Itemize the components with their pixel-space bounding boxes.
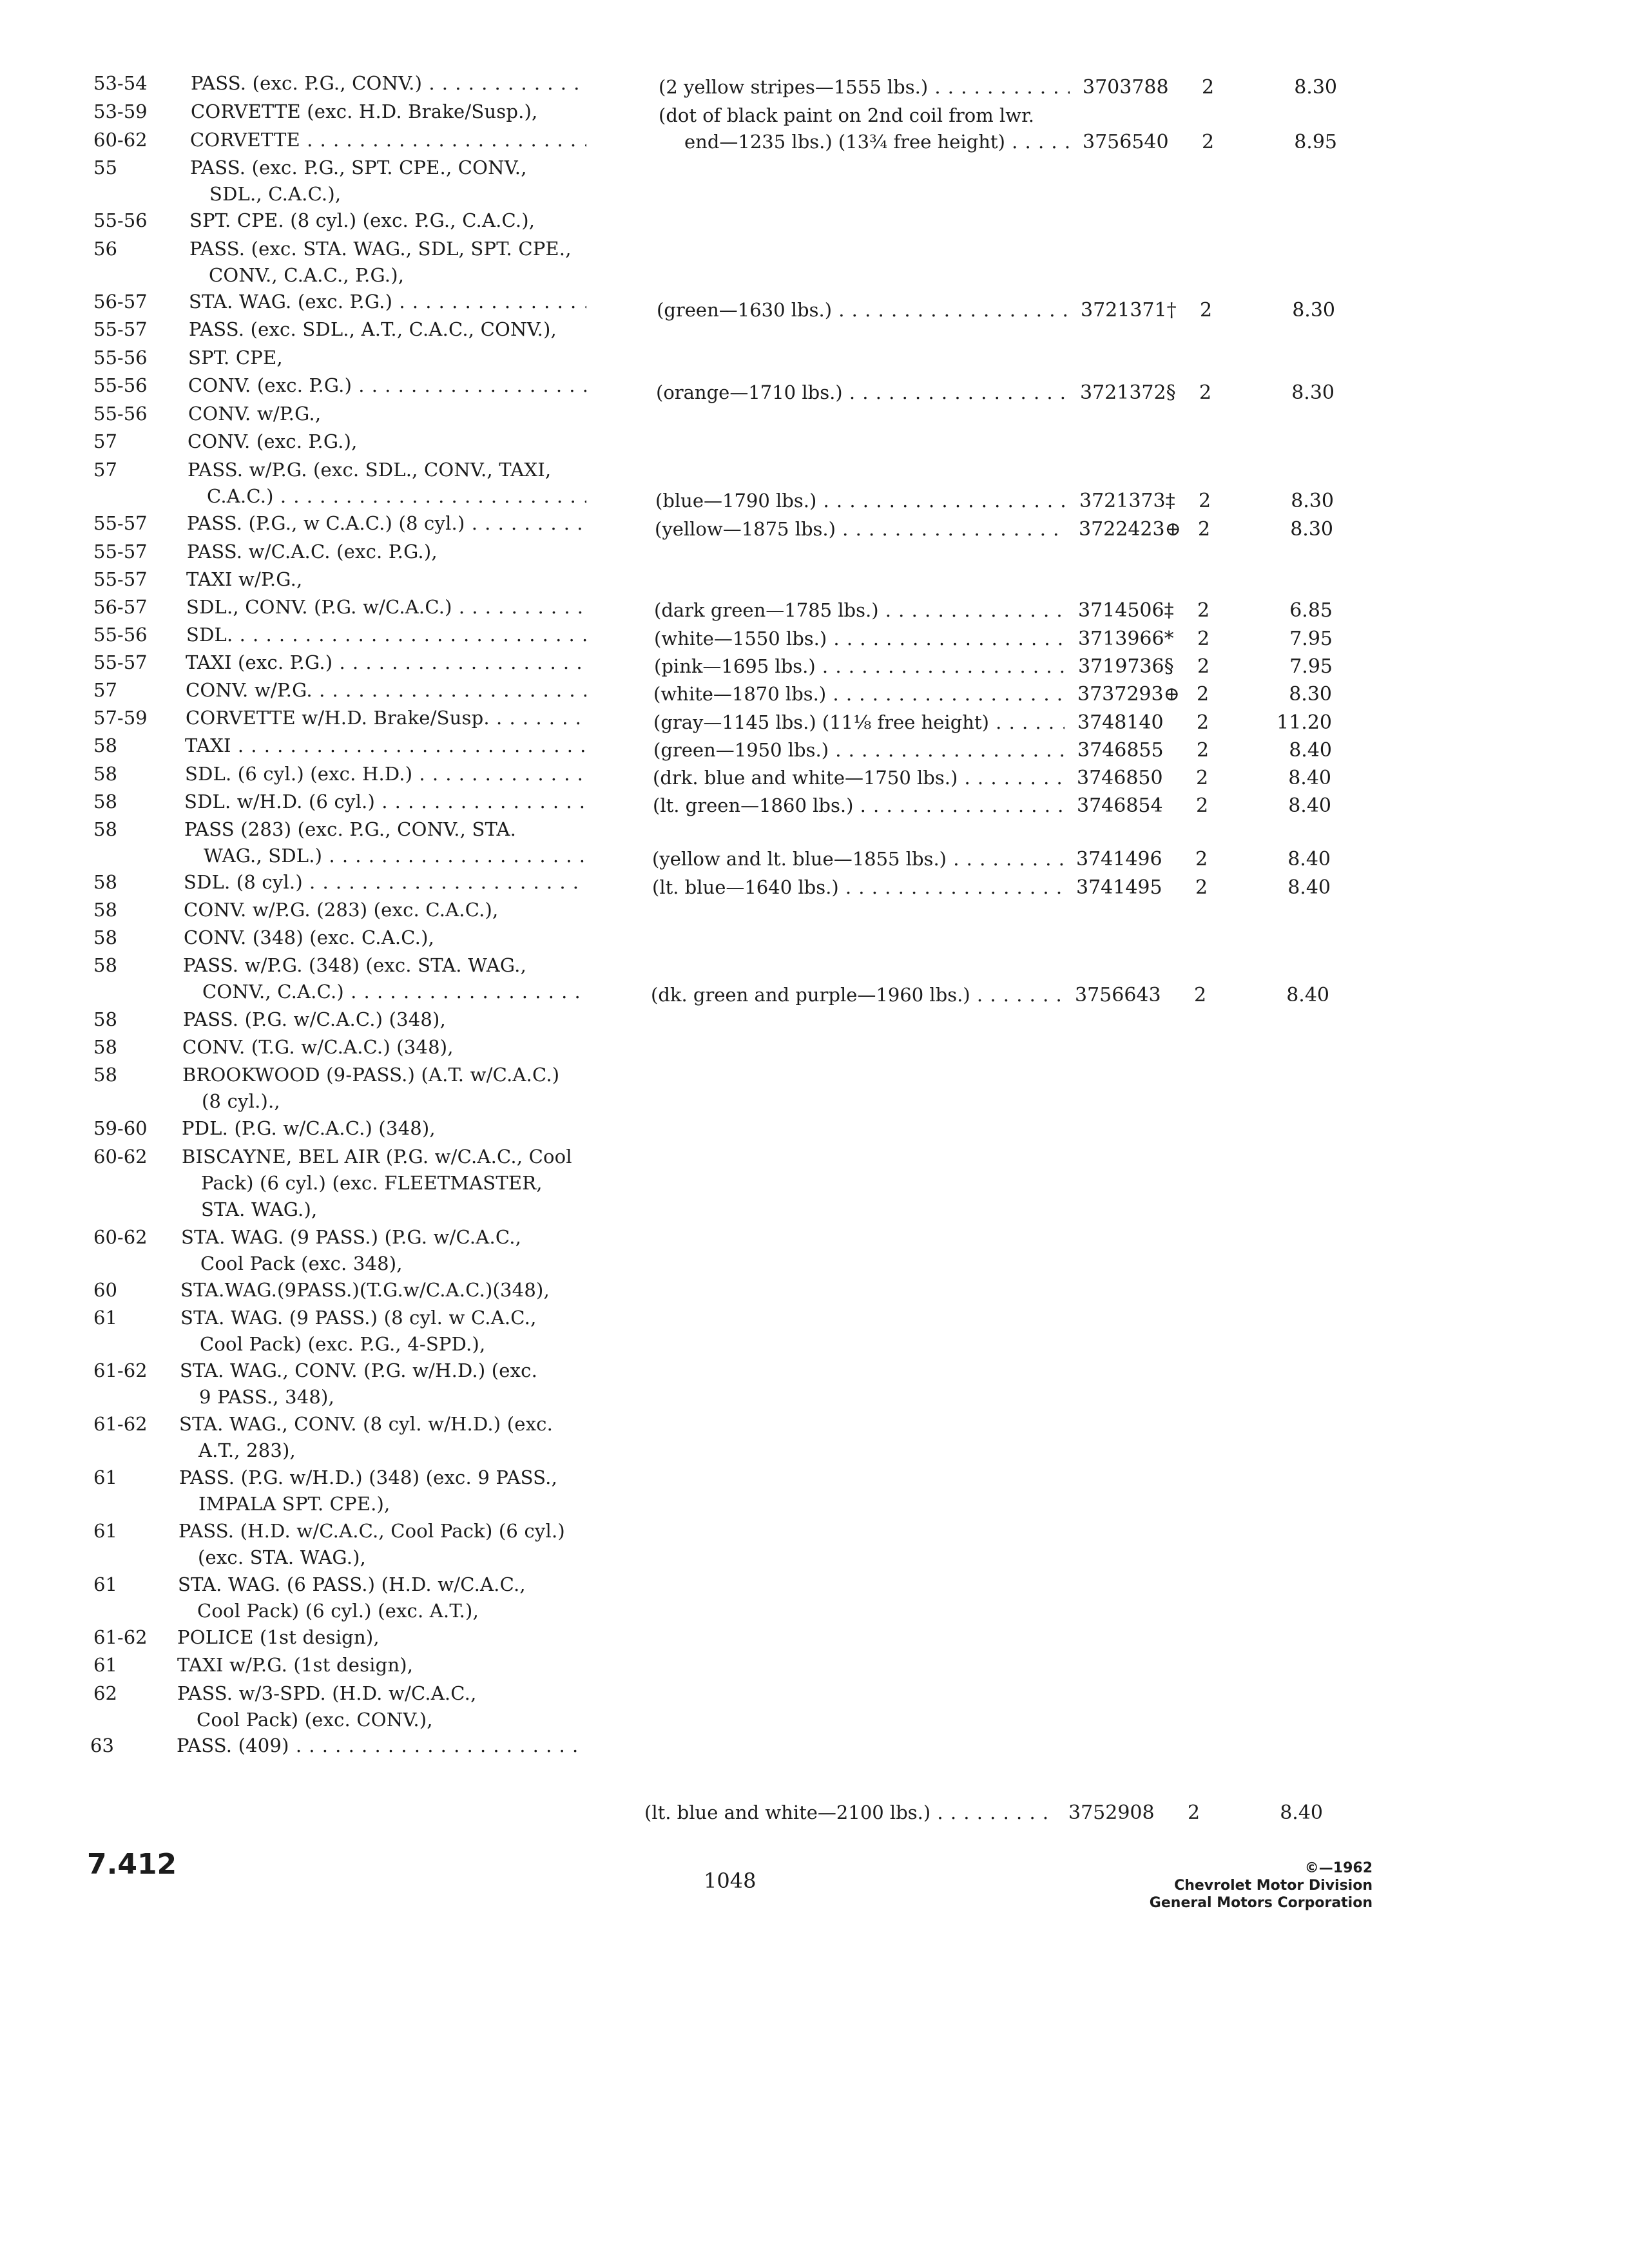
price: 11.20 <box>1277 711 1332 734</box>
leader-dots <box>189 291 586 312</box>
leader-dots <box>191 72 586 94</box>
leader-dots <box>185 763 586 785</box>
vehicle-application: STA. WAG. (6 PASS.) (H.D. w/C.A.C., <box>178 1573 526 1595</box>
model-year: 57 <box>93 459 117 481</box>
model-year: 53-54 <box>93 72 148 94</box>
price: 8.40 <box>1287 848 1331 870</box>
model-year: 61 <box>93 1307 117 1329</box>
vehicle-application-text: CORVETTE <box>190 129 300 151</box>
leader-dots <box>659 76 1070 98</box>
vehicle-application-text: TAXI <box>185 735 231 756</box>
model-year: 62 <box>93 1682 117 1704</box>
spring-description-text: (yellow—1875 lbs.) <box>655 518 836 540</box>
quantity: 2 <box>1196 794 1209 817</box>
vehicle-application: SPT. CPE, <box>188 347 283 369</box>
vehicle-application-text: CORVETTE w/H.D. Brake/Susp. <box>186 707 490 729</box>
spring-description-text: (white—1550 lbs.) <box>654 628 827 649</box>
vehicle-application: SPT. CPE. (8 cyl.) (exc. P.G., C.A.C.), <box>189 209 535 231</box>
part-number: 3714506‡ <box>1078 599 1174 622</box>
price: 8.95 <box>1294 131 1337 153</box>
vehicle-application: PASS (283) (exc. P.G., CONV., STA. <box>184 818 517 840</box>
model-year: 55-56 <box>93 209 148 231</box>
leader-dots <box>651 984 1062 1006</box>
leader-dots <box>186 596 586 618</box>
part-number: 3741496 <box>1076 848 1162 870</box>
model-year: 55-56 <box>93 347 148 369</box>
vehicle-application-text: SDL., CONV. (P.G. w/C.A.C.) <box>186 596 452 618</box>
leader-dots <box>186 651 586 673</box>
spring-description-text: (blue—1790 lbs.) <box>655 490 817 512</box>
copyright-year: ©—1962 <box>1304 1860 1373 1876</box>
price: 8.40 <box>1287 876 1331 899</box>
model-year: 56 <box>93 238 117 260</box>
vehicle-application-text: SDL. <box>186 624 233 646</box>
vehicle-application: POLICE (1st design), <box>177 1626 380 1648</box>
model-year: 57 <box>93 430 117 452</box>
vehicle-application-text: PASS. (409) <box>177 1735 289 1756</box>
vehicle-application: Pack) (6 cyl.) (exc. FLEETMASTER, <box>201 1172 543 1194</box>
leader-dots <box>186 624 586 646</box>
quantity: 2 <box>1194 984 1207 1006</box>
leader-dots <box>188 374 586 396</box>
vehicle-application-text: CONV. w/P.G. <box>186 679 313 701</box>
vehicle-application: CONV. w/P.G. (283) (exc. C.A.C.), <box>184 899 499 921</box>
part-number: 3748140 <box>1077 711 1164 734</box>
vehicle-application: 9 PASS., 348), <box>199 1386 334 1408</box>
vehicle-application: PASS. (exc. P.G., SPT. CPE., CONV., <box>190 157 527 178</box>
quantity: 2 <box>1200 299 1213 322</box>
quantity: 2 <box>1197 739 1210 762</box>
vehicle-application: PASS. w/P.G. (348) (exc. STA. WAG., <box>183 954 527 976</box>
vehicle-application: TAXI w/P.G. (1st design), <box>177 1654 414 1676</box>
spring-description-text: (pink—1695 lbs.) <box>654 655 816 677</box>
model-year: 63 <box>90 1735 114 1756</box>
vehicle-application: PASS. (P.G. w/C.A.C.) (348), <box>183 1008 446 1030</box>
quantity: 2 <box>1197 599 1210 622</box>
leader-dots <box>654 599 1065 621</box>
page-identifier: 7.412 <box>87 1848 177 1881</box>
leader-dots <box>655 490 1066 512</box>
model-year: 56-57 <box>93 291 148 312</box>
leader-dots <box>184 871 586 893</box>
vehicle-application: BROOKWOOD (9-PASS.) (A.T. w/C.A.C.) <box>182 1064 560 1086</box>
vehicle-application: PASS. w/3-SPD. (H.D. w/C.A.C., <box>177 1682 477 1704</box>
model-year: 55 <box>93 157 117 178</box>
quantity: 2 <box>1202 131 1215 153</box>
price: 7.95 <box>1289 628 1333 650</box>
spring-description-text: (2 yellow stripes—1555 lbs.) <box>659 76 929 98</box>
leader-dots <box>653 767 1064 789</box>
leader-dots <box>184 791 586 812</box>
vehicle-application: Cool Pack) (exc. CONV.), <box>197 1709 433 1731</box>
model-year: 58 <box>93 763 117 785</box>
vehicle-application: PASS. (H.D. w/C.A.C., Cool Pack) (6 cyl.) <box>178 1520 565 1542</box>
vehicle-application: PASS. (exc. SDL., A.T., C.A.C., CONV.), <box>189 318 557 340</box>
quantity: 2 <box>1197 628 1210 650</box>
leader-dots <box>177 1735 586 1756</box>
model-year: 56-57 <box>93 596 148 618</box>
vehicle-application: CONV. (exc. P.G.), <box>188 430 358 452</box>
leader-dots <box>644 1802 1055 1823</box>
vehicle-application: PASS. (exc. STA. WAG., SDL, SPT. CPE., <box>189 238 572 260</box>
model-year: 55-57 <box>93 512 148 534</box>
part-number: 3713966* <box>1078 628 1174 650</box>
vehicle-application: (8 cyl.)., <box>202 1090 280 1112</box>
vehicle-application: TAXI w/P.G., <box>186 568 303 590</box>
model-year: 55-56 <box>93 403 148 425</box>
vehicle-application: STA. WAG.), <box>201 1198 318 1220</box>
model-year: 61-62 <box>93 1413 148 1435</box>
quantity: 2 <box>1188 1802 1200 1824</box>
vehicle-application-text: CONV., C.A.C.) <box>202 981 344 1003</box>
model-year: 61 <box>93 1520 117 1542</box>
part-number: 3746855 <box>1077 739 1164 762</box>
page-number: 1048 <box>704 1869 757 1893</box>
price: 6.85 <box>1289 599 1333 622</box>
copyright-corporation: General Motors Corporation <box>1149 1895 1373 1911</box>
leader-dots <box>207 485 586 507</box>
quantity: 2 <box>1199 381 1212 404</box>
quantity: 2 <box>1202 76 1215 99</box>
quantity: 2 <box>1195 876 1208 899</box>
vehicle-application: STA. WAG. (9 PASS.) (P.G. w/C.A.C., <box>181 1226 522 1248</box>
leader-dots <box>186 707 586 729</box>
leader-dots <box>653 683 1065 705</box>
leader-dots <box>652 876 1063 898</box>
leader-dots <box>190 129 586 151</box>
vehicle-application: STA. WAG., CONV. (P.G. w/H.D.) (exc. <box>180 1360 538 1381</box>
price: 8.30 <box>1291 490 1334 512</box>
model-year: 60 <box>93 1279 117 1301</box>
vehicle-application: CONV. (T.G. w/C.A.C.) (348), <box>182 1036 454 1058</box>
spring-description-text: end—1235 lbs.) (13¾ free height) <box>684 131 1005 153</box>
leader-dots <box>657 299 1068 321</box>
model-year: 58 <box>93 954 117 976</box>
part-number: 3721371† <box>1081 299 1177 322</box>
model-year: 58 <box>93 818 117 840</box>
quantity: 2 <box>1196 767 1209 789</box>
price: 8.30 <box>1290 518 1333 541</box>
model-year: 61-62 <box>93 1360 148 1381</box>
vehicle-application-text: SDL. w/H.D. (6 cyl.) <box>184 791 375 812</box>
vehicle-application: SDL., C.A.C.), <box>209 183 342 205</box>
price: 8.30 <box>1291 381 1335 404</box>
part-number: 3721372§ <box>1080 381 1176 404</box>
vehicle-application-text: SDL. (6 cyl.) (exc. H.D.) <box>185 763 413 785</box>
spring-description: (dot of black paint on 2nd coil from lwr. <box>659 104 1034 126</box>
part-number: 3752908 <box>1068 1802 1155 1824</box>
model-year: 57-59 <box>93 707 148 729</box>
model-year: 55-57 <box>93 651 148 673</box>
vehicle-application: A.T., 283), <box>198 1439 296 1461</box>
part-number: 3746854 <box>1077 794 1163 817</box>
vehicle-application: BISCAYNE, BEL AIR (P.G. w/C.A.C., Cool <box>182 1146 572 1168</box>
spring-description-text: (lt. blue and white—2100 lbs.) <box>644 1802 931 1823</box>
model-year: 59-60 <box>93 1117 148 1139</box>
model-year: 58 <box>93 1008 117 1030</box>
vehicle-application: PASS. (P.G. w/H.D.) (348) (exc. 9 PASS., <box>179 1466 558 1488</box>
part-number: 3719736§ <box>1078 655 1174 678</box>
vehicle-application: CORVETTE (exc. H.D. Brake/Susp.), <box>191 101 538 122</box>
leader-dots <box>655 518 1066 540</box>
vehicle-application: STA.WAG.(9PASS.)(T.G.w/C.A.C.)(348), <box>180 1279 550 1301</box>
leader-dots <box>187 512 586 534</box>
leader-dots <box>684 131 1070 153</box>
price: 8.40 <box>1280 1802 1323 1824</box>
vehicle-application: PASS. w/C.A.C. (exc. P.G.), <box>187 541 438 562</box>
model-year: 58 <box>93 735 117 756</box>
model-year: 58 <box>93 1036 117 1058</box>
model-year: 55-57 <box>93 568 148 590</box>
spring-description-text: (gray—1145 lbs.) (11⅛ free height) <box>653 711 989 733</box>
model-year: 60-62 <box>93 129 148 151</box>
vehicle-application-text: CONV. (exc. P.G.) <box>188 374 352 396</box>
price: 8.40 <box>1289 739 1332 762</box>
part-number: 3756540 <box>1083 131 1169 153</box>
vehicle-application: STA. WAG. (9 PASS.) (8 cyl. w C.A.C., <box>180 1307 537 1329</box>
vehicle-application-text: STA. WAG. (exc. P.G.) <box>189 291 393 312</box>
leader-dots <box>204 845 586 867</box>
quantity: 2 <box>1195 848 1208 870</box>
spring-description-text: (green—1630 lbs.) <box>657 299 833 321</box>
model-year: 60-62 <box>93 1226 148 1248</box>
vehicle-application: CONV., C.A.C., P.G.), <box>209 264 405 286</box>
part-number: 3741495 <box>1076 876 1162 899</box>
spring-description-text: (yellow and lt. blue—1855 lbs.) <box>652 848 947 870</box>
quantity: 2 <box>1197 655 1210 678</box>
model-year: 55-56 <box>93 624 148 646</box>
vehicle-application: PASS. w/P.G. (exc. SDL., CONV., TAXI, <box>188 459 552 481</box>
vehicle-application: PDL. (P.G. w/C.A.C.) (348), <box>182 1117 436 1139</box>
vehicle-application: (exc. STA. WAG.), <box>198 1546 367 1568</box>
part-number: 3756643 <box>1075 984 1161 1006</box>
price: 8.40 <box>1288 767 1331 789</box>
price: 8.30 <box>1292 299 1335 322</box>
spring-description-text: (orange—1710 lbs.) <box>656 381 843 403</box>
spring-description-text: (drk. blue and white—1750 lbs.) <box>653 767 958 789</box>
leader-dots <box>202 981 586 1003</box>
price: 7.95 <box>1289 655 1333 678</box>
leader-dots <box>656 381 1067 403</box>
part-number: 3746850 <box>1077 767 1163 789</box>
vehicle-application: CONV. (348) (exc. C.A.C.), <box>184 927 434 948</box>
model-year: 61 <box>93 1654 117 1676</box>
model-year: 61-62 <box>93 1626 148 1648</box>
copyright-division: Chevrolet Motor Division <box>1174 1878 1373 1894</box>
quantity: 2 <box>1198 518 1211 541</box>
vehicle-application-text: WAG., SDL.) <box>204 845 323 867</box>
price: 8.40 <box>1286 984 1329 1006</box>
part-number: 3722423⊕ <box>1079 518 1181 541</box>
vehicle-application: STA. WAG., CONV. (8 cyl. w/H.D.) (exc. <box>179 1413 554 1435</box>
model-year: 61 <box>93 1466 117 1488</box>
leader-dots <box>653 739 1065 761</box>
part-number: 3737293⊕ <box>1077 683 1180 706</box>
leader-dots <box>652 848 1063 870</box>
model-year: 55-57 <box>93 318 148 340</box>
model-year: 53-59 <box>93 101 148 122</box>
model-year: 57 <box>93 679 117 701</box>
model-year: 58 <box>93 791 117 812</box>
vehicle-application-text: SDL. (8 cyl.) <box>184 871 303 893</box>
spring-description-text: (white—1870 lbs.) <box>653 683 827 705</box>
leader-dots <box>186 679 586 701</box>
price: 8.30 <box>1289 683 1332 706</box>
vehicle-application-text: PASS. (P.G., w C.A.C.) (8 cyl.) <box>187 512 465 534</box>
model-year: 61 <box>93 1573 117 1595</box>
model-year: 58 <box>93 927 117 948</box>
vehicle-application-text: TAXI (exc. P.G.) <box>186 651 333 673</box>
model-year: 58 <box>93 1064 117 1086</box>
vehicle-application: CONV. w/P.G., <box>188 403 322 425</box>
spring-description-text: (lt. blue—1640 lbs.) <box>652 876 839 898</box>
vehicle-application: IMPALA SPT. CPE.), <box>198 1493 390 1515</box>
quantity: 2 <box>1197 683 1210 706</box>
model-year: 58 <box>93 871 117 893</box>
model-year: 55-56 <box>93 374 148 396</box>
spring-description-text: (dark green—1785 lbs.) <box>654 599 879 621</box>
spring-description-text: (lt. green—1860 lbs.) <box>653 794 854 816</box>
leader-dots <box>654 628 1065 649</box>
spring-description-text: (dk. green and purple—1960 lbs.) <box>651 984 970 1006</box>
quantity: 2 <box>1199 490 1211 512</box>
model-year: 55-57 <box>93 541 148 562</box>
model-year: 60-62 <box>93 1146 148 1168</box>
part-number: 3703788 <box>1083 76 1169 99</box>
vehicle-application-text: C.A.C.) <box>207 485 274 507</box>
model-year: 58 <box>93 899 117 921</box>
leader-dots <box>653 794 1064 816</box>
vehicle-application: Cool Pack (exc. 348), <box>200 1253 403 1274</box>
part-number: 3721373‡ <box>1079 490 1175 512</box>
leader-dots <box>185 735 586 756</box>
quantity: 2 <box>1197 711 1210 734</box>
leader-dots <box>654 655 1065 677</box>
copyright-notice <box>1063 1860 1373 1912</box>
price: 8.30 <box>1294 76 1337 99</box>
spring-description-text: (green—1950 lbs.) <box>653 739 829 761</box>
price: 8.40 <box>1288 794 1331 817</box>
vehicle-application-text: PASS. (exc. P.G., CONV.) <box>191 72 423 94</box>
vehicle-application: Cool Pack) (6 cyl.) (exc. A.T.), <box>197 1600 479 1622</box>
leader-dots <box>653 711 1065 733</box>
vehicle-application: Cool Pack) (exc. P.G., 4-SPD.), <box>200 1333 486 1355</box>
